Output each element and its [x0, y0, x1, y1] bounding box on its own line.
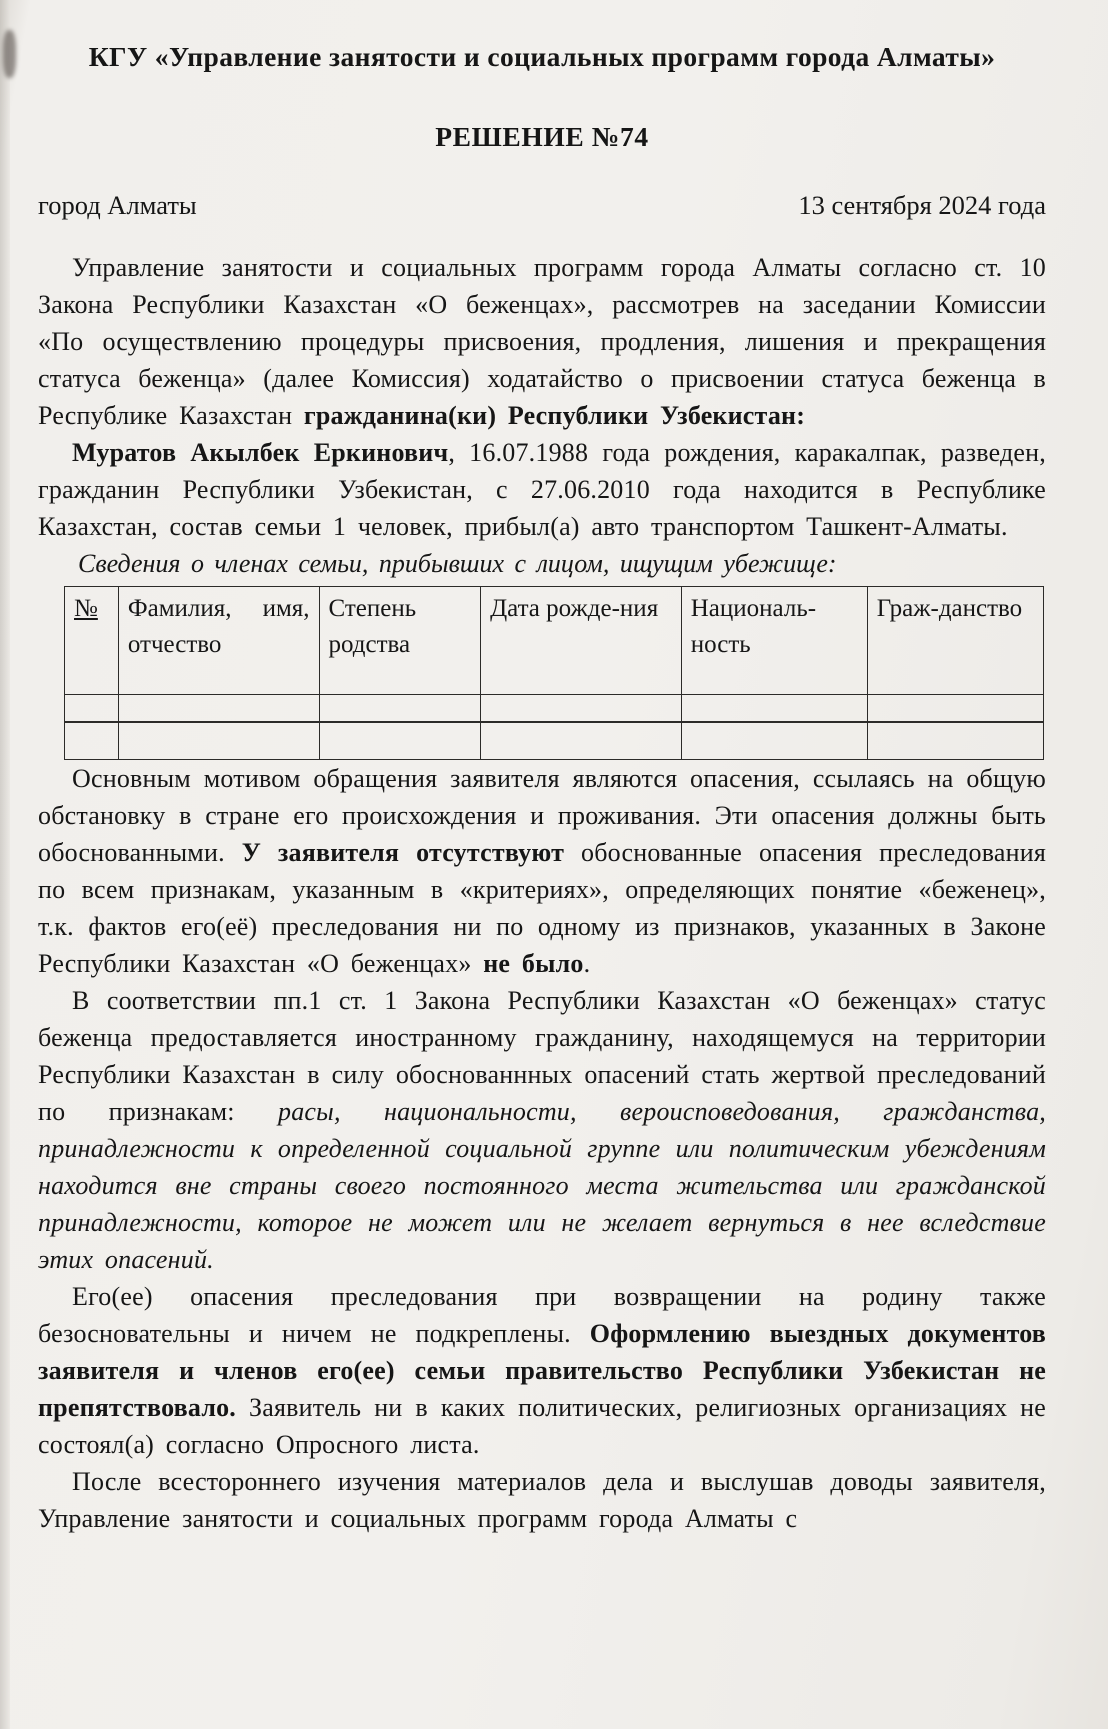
family-table-empty-row [65, 695, 1044, 722]
scan-smudge-artifact [3, 30, 16, 78]
paragraph-law-definition [38, 982, 1046, 1278]
text-run: Основным мотивом обращения заявителя являются опасения, ссылаясь на общую обстановку в стране его происхождения и проживания. Эти опасения должны быть обоснованными. [38, 764, 1046, 867]
empty-cell [867, 722, 1043, 760]
empty-cell [65, 695, 119, 722]
empty-cell [65, 722, 119, 760]
text-run: У заявителя отсутствуют [241, 838, 565, 867]
text-run: , 16.07.1988 года рождения, каракалпак, разведен, гражданин Республики Узбекистан, с 27.06.2010 года находится в Республике Казахстан, состав семьи 1 человек, прибыл(а) авто транспортом Ташкент-Алматы. [38, 438, 1046, 541]
decision-number-title: РЕШЕНИЕ №74 [435, 121, 649, 152]
empty-cell [118, 722, 319, 760]
city-label: город Алматы [38, 190, 197, 220]
family-table-header-row [65, 587, 1044, 695]
col-header-nationality: Националь-ность [681, 587, 867, 695]
empty-cell [681, 722, 867, 760]
empty-cell [481, 722, 682, 760]
empty-cell [319, 695, 481, 722]
empty-cell [867, 695, 1043, 722]
text-run: Оформлению выездных документов заявителя и членов его(ее) семьи правительство Республики Узбекистан не препятствовало. [38, 1319, 1046, 1422]
empty-cell [118, 695, 319, 722]
text-run: гражданина(ки) Республики Узбекистан: [303, 401, 806, 430]
text-run: обоснованные опасения преследования по всем признакам, указанным в «критериях», определяющих понятие «беженец», т.к. фактов его(её) преследования ни по одному из признаков, указанных в Законе Республики Казахстан «О беженцах» [38, 838, 1047, 978]
text-run: . [583, 949, 591, 978]
col-header-full-name: Фамилия, имя, отчество [118, 587, 319, 695]
empty-cell [481, 695, 682, 722]
table-caption: Сведения о членах семьи, прибывших с лицом, ищущим убежище: [78, 549, 837, 578]
paragraph-applicant [38, 434, 1046, 545]
text-run: Управление занятости и социальных программ города Алматы согласно ст. 10 Закона Республики Казахстан «О беженцах», рассмотрев на заседании Комиссии «По осуществлению процедуры присвоения, продления, лишения и прекращения статуса беженца» (далее Комиссия) ходатайство о присвоении статуса беженца в Республике Казахстан [38, 253, 1046, 430]
family-table-empty-row [65, 722, 1044, 760]
family-members-table [64, 586, 1044, 760]
text-run: Заявитель ни в каких политических, религиозных организациях не состоял(а) согласно Опросного листа. [38, 1393, 1046, 1459]
text-run: В соответствии пп.1 ст. 1 Закона Республики Казахстан «О беженцах» статус беженца предоставляется иностранному гражданину, находящемуся на территории Республики Казахстан в силу обоснованнных опасений стать жертвой преследований по признакам: [38, 986, 1046, 1126]
family-table-body [65, 695, 1044, 760]
text-run: расы, национальности, вероисповедования, гражданства, принадлежности к определенной социальной группе или политическим убеждениям находится вне страны своего постоянного места жительства или гражданской принадлежности, которое не может или не желает вернуться в нее вследствие этих опасений. [38, 1097, 1046, 1274]
paragraph-conclusion [38, 1463, 1046, 1537]
scan-edge-artifact [0, 0, 10, 1729]
empty-cell [319, 722, 481, 760]
col-header-number: № [65, 587, 119, 695]
col-header-relation: Степень родства [319, 587, 481, 695]
paragraph-return-fears [38, 1278, 1046, 1463]
paragraph-intro [38, 249, 1046, 434]
date-label: 13 сентября 2024 года [798, 190, 1046, 220]
document-body [38, 249, 1046, 1537]
text-run: Муратов Акылбек Еркинович [72, 438, 449, 467]
empty-cell [681, 695, 867, 722]
paragraph-motive [38, 760, 1046, 982]
place-date-row [38, 188, 1046, 222]
text-run: Его(ее) опасения преследования при возвращении на родину также безосновательны и ничем не подкреплены. [38, 1282, 1046, 1348]
col-header-birth-date: Дата рожде-ния [481, 587, 682, 695]
text-run: После всестороннего изучения материалов дела и выслушав доводы заявителя, Управление занятости и социальных программ города Алматы с [38, 1467, 1046, 1533]
text-run: не было [483, 949, 584, 978]
col-header-citizenship: Граж-данство [867, 587, 1043, 695]
family-table-wrapper [64, 586, 1046, 760]
org-title: КГУ «Управление занятости и социальных программ города Алматы» [88, 41, 996, 72]
